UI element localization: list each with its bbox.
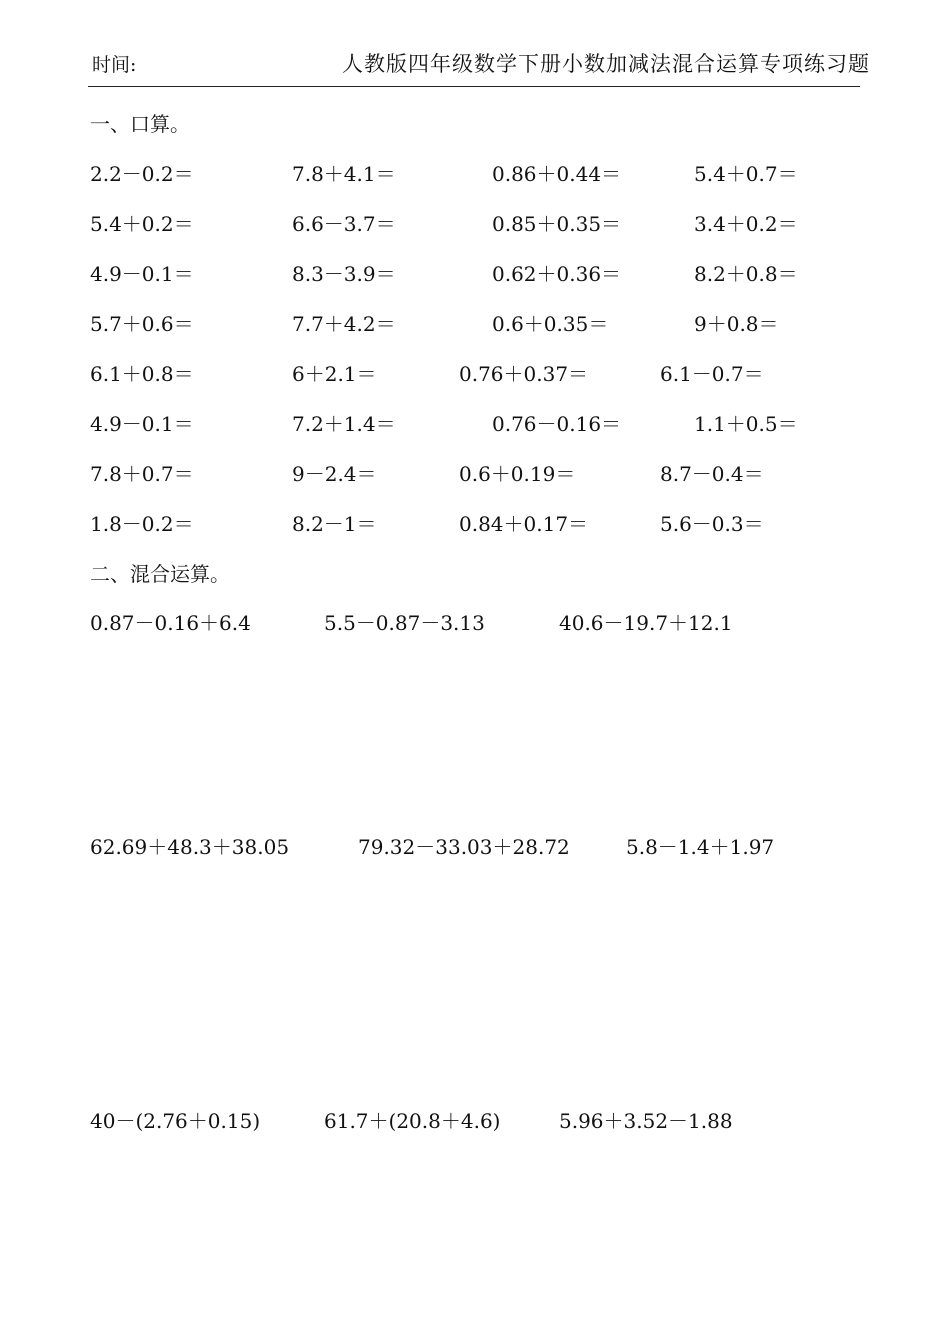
oral-problem: 0.62＋0.36＝: [492, 262, 622, 286]
mixed-problem: 5.8－1.4＋1.97: [626, 835, 775, 859]
oral-problem: 7.8＋0.7＝: [90, 462, 194, 486]
oral-problem: 6.1－0.7＝: [660, 362, 764, 386]
oral-problem: 0.6＋0.35＝: [492, 312, 609, 336]
mixed-problem: 5.96＋3.52－1.88: [559, 1109, 733, 1133]
page-title: 人教版四年级数学下册小数加减法混合运算专项练习题: [342, 52, 870, 76]
section2-heading: 二、混合运算。: [90, 562, 230, 586]
oral-problem: 0.84＋0.17＝: [459, 512, 589, 536]
oral-problem: 6＋2.1＝: [292, 362, 377, 386]
mixed-problem: 40.6－19.7＋12.1: [559, 611, 733, 635]
oral-problem: 5.6－0.3＝: [660, 512, 764, 536]
oral-problem: 0.86＋0.44＝: [492, 162, 622, 186]
oral-problem: 7.2＋1.4＝: [292, 412, 396, 436]
oral-problem: 2.2－0.2＝: [90, 162, 194, 186]
mixed-problem: 5.5－0.87－3.13: [324, 611, 485, 635]
oral-problem: 0.85＋0.35＝: [492, 212, 622, 236]
oral-problem: 5.4＋0.2＝: [90, 212, 194, 236]
oral-problem: 5.4＋0.7＝: [694, 162, 798, 186]
section1-heading: 一、口算。: [90, 112, 190, 136]
oral-problem: 5.7＋0.6＝: [90, 312, 194, 336]
mixed-problem: 0.87－0.16＋6.4: [90, 611, 251, 635]
oral-problem: 9－2.4＝: [292, 462, 377, 486]
oral-problem: 8.7－0.4＝: [660, 462, 764, 486]
oral-problem: 9＋0.8＝: [694, 312, 779, 336]
oral-problem: 3.4＋0.2＝: [694, 212, 798, 236]
mixed-problem: 79.32－33.03＋28.72: [358, 835, 570, 859]
oral-problem: 1.1＋0.5＝: [694, 412, 798, 436]
oral-problem: 8.3－3.9＝: [292, 262, 396, 286]
oral-problem: 4.9－0.1＝: [90, 412, 194, 436]
oral-problem: 7.8＋4.1＝: [292, 162, 396, 186]
mixed-problem: 62.69＋48.3＋38.05: [90, 835, 290, 859]
oral-problem: 7.7＋4.2＝: [292, 312, 396, 336]
oral-problem: 8.2＋0.8＝: [694, 262, 798, 286]
mixed-problem: 40－(2.76＋0.15): [90, 1109, 261, 1133]
oral-problem: 6.6－3.7＝: [292, 212, 396, 236]
oral-problem: 0.76＋0.37＝: [459, 362, 589, 386]
header-time-label: 时间:: [92, 54, 137, 76]
oral-problem: 0.6＋0.19＝: [459, 462, 576, 486]
oral-problem: 0.76－0.16＝: [492, 412, 622, 436]
oral-problem: 6.1＋0.8＝: [90, 362, 194, 386]
oral-problem: 8.2－1＝: [292, 512, 377, 536]
header-divider: [88, 86, 860, 87]
oral-problem: 1.8－0.2＝: [90, 512, 194, 536]
mixed-problem: 61.7＋(20.8＋4.6): [324, 1109, 501, 1133]
oral-problem: 4.9－0.1＝: [90, 262, 194, 286]
